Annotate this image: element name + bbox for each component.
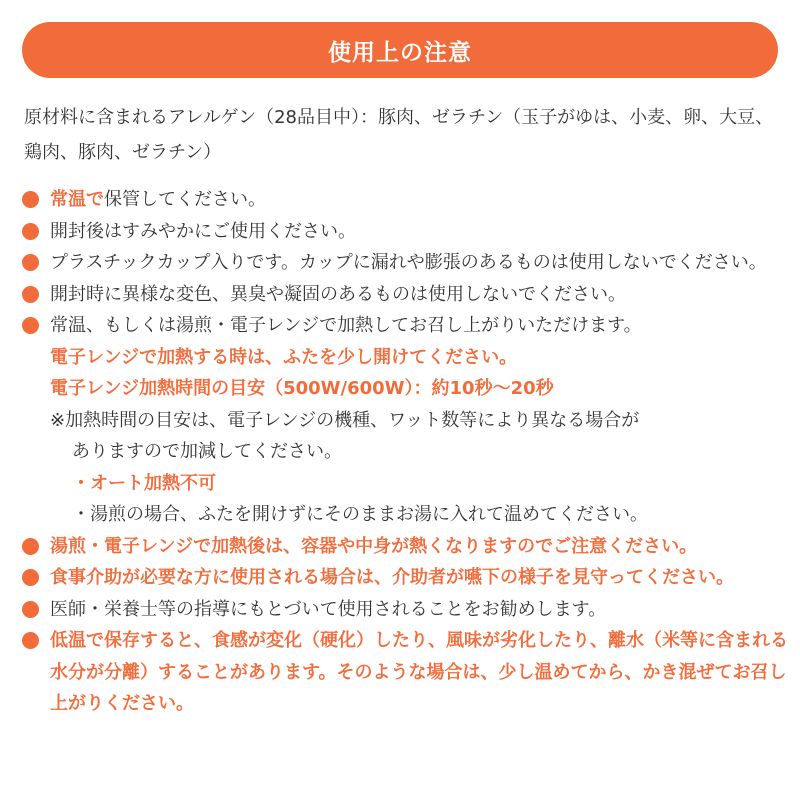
item-text: 湯煎・電子レンジで加熱後は、容器や中身が熱くなりますのでご注意ください。 xyxy=(50,535,698,557)
highlight-text: 常温で xyxy=(50,189,104,210)
allergen-info: 原材料に含まれるアレルゲン（28品目中）：豚肉、ゼラチン（玉子がゆは、小麦、卵、大豆、鶏肉、豚肉、ゼラチン） xyxy=(24,107,774,163)
bullet-dot-icon xyxy=(22,538,39,555)
list-item xyxy=(20,216,790,248)
item-text: 常温、もしくは湯煎・電子レンジで加熱してお召し上がりいただけます。 xyxy=(50,315,642,336)
list-item xyxy=(20,594,790,626)
bullet-dot-icon xyxy=(22,286,39,303)
item-text: 保管してください。 xyxy=(104,189,266,210)
bullet-dot-icon xyxy=(22,191,39,208)
bullet-dot-icon xyxy=(22,317,39,334)
list-item xyxy=(20,531,790,563)
item-text: プラスチックカップ入りです。カップに漏れや膨張のあるものは使用しないでください。 xyxy=(50,252,767,273)
bullet-dot-icon xyxy=(22,223,39,240)
list-item xyxy=(20,247,790,279)
bullet-dot-icon xyxy=(22,254,39,271)
list-item xyxy=(20,279,790,311)
caution-list xyxy=(20,184,790,720)
item-text: 開封後はすみやかにご使用ください。 xyxy=(50,220,356,242)
item-text: 開封時に異様な変色、異臭や凝固のあるものは使用しないでください。 xyxy=(50,283,626,305)
bullet-dot-icon xyxy=(22,632,39,649)
list-item xyxy=(20,310,790,531)
heating-note: ※加熱時間の目安は、電子レンジの機種、ワット数等により異なる場合が xyxy=(50,409,640,431)
page-title: 使用上の注意 xyxy=(328,39,472,66)
heating-note-continued: ありますので加減してください。 xyxy=(72,441,342,462)
bullet-dot-icon xyxy=(22,569,39,586)
hot-water-instruction: ・湯煎の場合、ふたを開けずにそのままお湯に入れて温めてください。 xyxy=(72,504,648,525)
list-item xyxy=(20,562,790,594)
list-item xyxy=(20,184,790,216)
auto-heat-warning: ・オート加熱不可 xyxy=(72,472,216,494)
item-text: 医師・栄養士等の指導にもとづいて使用されることをお勧めします。 xyxy=(50,598,607,620)
header-banner xyxy=(22,22,778,78)
item-text: 食事介助が必要な方に使用される場合は、介助者が嚥下の様子を見守ってください。 xyxy=(50,567,734,588)
microwave-time-guide: 電子レンジ加熱時間の目安（500W/600W）：約10秒～20秒 xyxy=(50,378,554,399)
item-text: 低温で保存すると、食感が変化（硬化）したり、風味が劣化したり、離水（米等に含まれる水分が分離）することがあります。そのような場合は、少し温めてから、かき混ぜてお召し上がりください。 xyxy=(50,630,788,714)
bullet-dot-icon xyxy=(22,601,39,618)
list-item xyxy=(20,625,790,720)
microwave-instruction: 電子レンジで加熱する時は、ふたを少し開けてください。 xyxy=(50,346,518,368)
